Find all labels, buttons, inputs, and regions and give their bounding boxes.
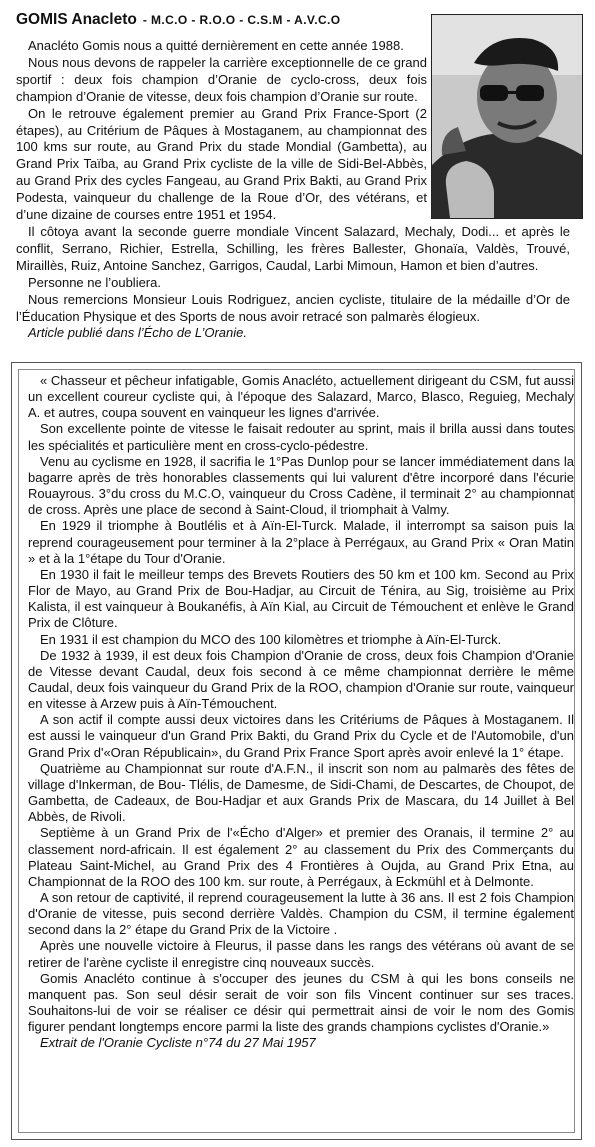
- article-paragraph: Nous remercions Monsieur Louis Rodriguez, ancien cycliste, titulaire de la médaille d’Or de l’Éducation Physique et des Sports de nous avoir retracé son palmarès élogieux.: [16, 291, 570, 324]
- article-paragraph: Nous nous devons de rappeler la carrière exceptionnelle de ce grand sportif : deux fois champion d’Oranie de cyclo-cross, deux fois champion d’Oranie de vitesse, deux fois champion d’Oranie sur route.: [16, 54, 427, 104]
- page-title: [16, 10, 426, 30]
- extract-paragraph: Quatrième au Championnat sur route d'A.F.N., il inscrit son nom au palmarès des fêtes de village d'Inkerman, de Bou- Tlélis, de Damesme, de Sidi-Chami, de Descartes, de Choupot, de Gambetta, de Cadeaux, de Bou-Hadjar et aux Grands Prix de Mascara, du 14 Juillet à Bel Abbès, de Rivoli.: [28, 760, 574, 825]
- extract-paragraph: En 1931 il est champion du MCO des 100 kilomètres et triomphe à Aïn-El-Turck.: [40, 631, 502, 647]
- extract-source-caption: Extrait de l'Oranie Cycliste n°74 du 27 Mai 1957: [40, 1035, 316, 1051]
- extract-paragraph: Venu au cyclisme en 1928, il sacrifia le 1°Pas Dunlop pour se lancer immédiatement dans la bagarre après de très honorables classements qui lui valurent d'être incorporé dans l'écurie Rouayrous. 3°du cross du M.C.O, vainqueur du Cross Cadène, il terminait 2° au championnat de cross. Après une place de second à Saint-Cloud, il triomphait à Valmy.: [28, 453, 574, 518]
- article-paragraph: On le retrouve également premier au Grand Prix France-Sport (2 étapes), au Critérium de Pâques à Mostaganem, au championnat des 100 kms sur route, au Grand Prix du stade Mondial (Gambetta), au Grand Prix Taïba, au Grand Prix cycliste de la ville de Sidi-Bel-Abbès, au Grand Prix des cycles Fangeau, au Grand Prix Bakti, au Grand Prix Podesta, vainqueur du challenge de la Roue d’Or, des vétérans, et d’une dizaine de courses entre 1951 et 1954.: [16, 105, 427, 223]
- extract-paragraph: Son excellente pointe de vitesse le faisait redouter au sprint, mais il brilla aussi dans toutes les spécialités et particulière ment en cross-cyclo-pédestre.: [28, 421, 574, 453]
- article-paragraph: Personne ne l’oubliera.: [28, 274, 161, 290]
- article-intro: [16, 38, 570, 224]
- title-name: GOMIS Anacleto: [16, 11, 137, 28]
- extract-paragraph: De 1932 à 1939, il est deux fois Champion d'Oranie de cross, deux fois Champion d'Oranie de Vitesse devant Caudal, deux fois second à ce même championnat derrière le même Caudal, deux fois vainqueur du Grand Prix de la ROO, champion d'Oranie sur route, vainqueur en vitesse à Arzew puis à Aïn-Témouchent.: [28, 647, 574, 712]
- article-source-caption: Article publié dans l’Écho de L’Oranie.: [28, 325, 247, 341]
- extract-paragraph: En 1930 il fait le meilleur temps des Brevets Routiers des 50 km et 100 km. Second au Prix Flor de Mayo, au Grand Prix de Bou-Hadjar, au Circuit de Ténira, au Sig, troisième au Prix Kalista, il est vainqueur à Boukanéfis, à Aïn Kial, au Circuit de Témouchent et enlève le Grand Prix de Clôture.: [28, 566, 574, 631]
- extract-box: [11, 362, 582, 1140]
- title-club-tags: - M.C.O - R.O.O - C.S.M - A.V.C.O: [142, 13, 341, 27]
- extract-paragraph: Après une nouvelle victoire à Fleurus, il passe dans les rangs des vétérans où avant de se retirer de l'arène cycliste il enregistre cinq nouveaux succès.: [28, 938, 574, 970]
- article-header: [16, 10, 426, 30]
- article-continuation: [16, 224, 570, 325]
- extract-body: [28, 373, 574, 1052]
- extract-paragraph: En 1929 il triomphe à Boutlélis et à Aïn-El-Turck. Malade, il interrompt sa saison puis la reprend courageusement pour terminer à la 2°place à Perrégaux, au Grand Prix « Oran Matin » et à la 1°étape du Tour d'Oranie.: [28, 518, 574, 566]
- article-body: [16, 38, 570, 342]
- extract-paragraph: A son retour de captivité, il reprend courageusement la lutte à 36 ans. Il est 2 fois Champion d'Oranie de vitesse, puis second derrière Valdès. Champion du CSM, il termine également second dans la 2° étape du Grand Prix de la Victoire .: [28, 890, 574, 938]
- article-paragraph: Il côtoya avant la seconde guerre mondiale Vincent Salazard, Mechaly, Dodi... et après le conflit, Serrano, Richier, Estrella, Schilling, les frères Ballester, Ghonaïa, Valdès, Trouvé, Miraillès, Ruiz, Antoine Sanchez, Garrigos, Caudal, Larbi Mimoun, Hamon et bien d’autres.: [16, 223, 570, 273]
- extract-paragraph: « Chasseur et pêcheur infatigable, Gomis Anacléto, actuellement dirigeant du CSM, fut aussi un excellent coureur cycliste qui, à l'époque des Salazard, Marco, Blasco, Reguieg, Mechaly A. et autres, coupa souvent en vainqueur les lignes d'arrivée.: [28, 373, 574, 421]
- extract-paragraph: Septième à un Grand Prix de l'«Écho d'Alger» et premier des Oranais, il termine 2° au classement nord-africain. Il est également 2° au classement du Prix des Commerçants du Plateau Saint-Michel, au Grand Prix des 4 Frontières à Oujda, au Grand Prix Etna, au Championnat de la ROO des 100 km. sur route, à Perrégaux, à Eckmühl et à Delmonte.: [28, 825, 574, 889]
- article-paragraph: Anacléto Gomis nous a quitté dernièrement en cette année 1988.: [28, 38, 404, 53]
- extract-paragraph: Gomis Anacléto continue à s'occuper des jeunes du CSM à qui les bons conseils ne manquent pas. Son seul désir serait de voir son fils Vincent continuer sur ses traces. Souhaitons-lui de voir se réaliser ce désir qui permettrait ainsi de voir le nom des Gomis figurer pendant longtemps encore parmi la liste des grands champions cyclistes d'Oranie.»: [28, 970, 574, 1035]
- extract-paragraph: A son actif il compte aussi deux victoires dans les Critériums de Pâques à Mostaganem. Il est aussi le vainqueur d'un Grand Prix Bakti, du Grand Prix du Cycle et de l'Automobile, d'un Grand Prix d'«Oran Républicain», du Grand Prix France Sport après avoir enlevé la 1° étape.: [28, 712, 574, 760]
